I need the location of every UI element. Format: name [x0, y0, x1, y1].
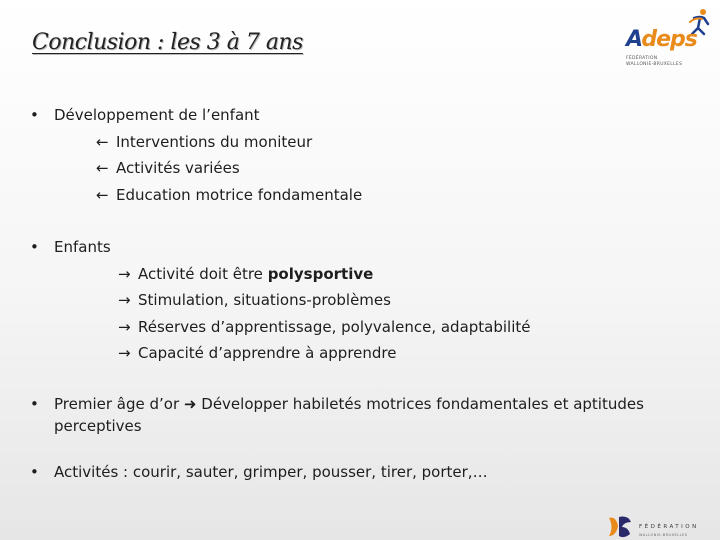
adeps-wordmark: Adeps — [626, 27, 697, 52]
arrow-right-icon: → — [118, 291, 131, 309]
bullet-enfants: • Enfants — [30, 234, 690, 261]
sub-item: → Activité doit être polysportive — [30, 261, 690, 288]
arrow-right-icon: → — [118, 317, 131, 336]
sub-item: ← Education motrice fondamentale — [30, 182, 690, 209]
sub-item: ← Interventions du moniteur — [30, 129, 690, 156]
bullet-premier-age: • Premier âge d’or ➜ Développer habiletés motrices fondamentales et aptitudes perceptives — [30, 393, 690, 437]
sub-item: → Réserves d’apprentissage, polyvalence, adaptabilité — [30, 314, 690, 341]
bullet-activites: • Activités : courir, sauter, grimper, pousser, tirer, porter,… — [30, 459, 690, 486]
slide-content — [30, 102, 690, 485]
federation-word: FÉDÉRATION — [639, 524, 699, 530]
federation-logo — [606, 514, 716, 540]
emphasis-polysportive: polysportive — [267, 264, 374, 283]
sub-item: → Capacité d’apprendre à apprendre — [30, 340, 690, 367]
sub-item: ← Activités variées — [30, 155, 690, 182]
arrow-right-icon: → — [118, 344, 131, 362]
bullet-developpement: • Développement de l’enfant — [30, 102, 690, 129]
bold-arrow-right-icon: ➜ — [183, 394, 197, 413]
sub-item: → Stimulation, situations-problèmes — [30, 287, 690, 314]
adeps-logo — [622, 8, 714, 70]
arrow-left-icon: ← — [96, 185, 109, 204]
arrow-right-icon: → — [118, 264, 131, 283]
adeps-subtitle-1: FÉDÉRATION — [626, 56, 658, 61]
slide-title: Conclusion : les 3 à 7 ans — [32, 30, 303, 55]
arrow-left-icon: ← — [96, 132, 109, 151]
adeps-subtitle-2: WALLONIE-BRUXELLES — [626, 62, 683, 67]
federation-sub: WALLONIE-BRUXELLES — [639, 533, 688, 537]
federation-mark-icon — [606, 514, 634, 540]
arrow-left-icon: ← — [96, 159, 109, 177]
